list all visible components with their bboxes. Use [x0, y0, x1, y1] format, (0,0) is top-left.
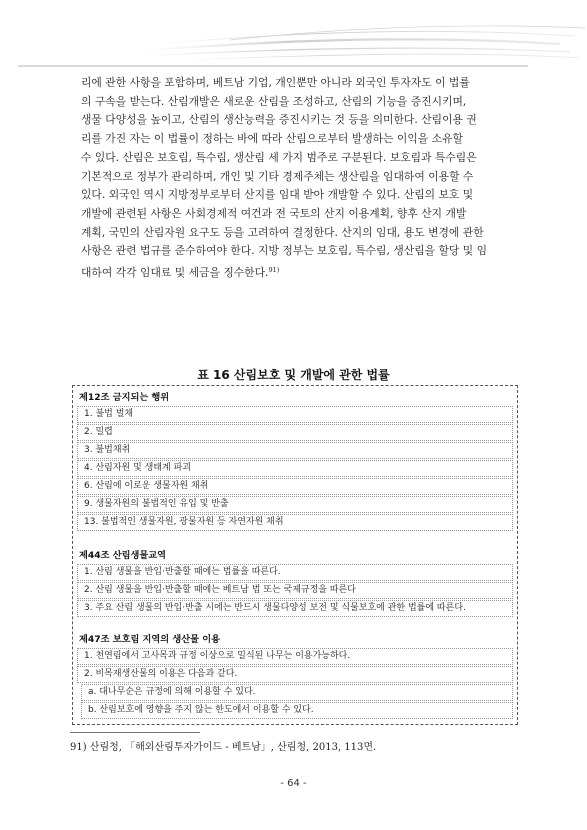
list-item: 2. 밀렵 [77, 424, 513, 441]
list-item: 2. 비목재생산물의 이용은 다음과 같다. [77, 666, 513, 683]
body-line: 사항은 관련 법규를 준수하여야 한다. 지방 정부는 보호림, 특수림, 생산림을 할당 및 임 [81, 244, 488, 258]
section-heading: 제44조 산림생물교역 [79, 550, 166, 561]
list-item: 3. 주요 산림 생물의 반입·반출 시에는 반드시 생물다양성 보전 및 식물보호에 관한 법률에 따른다. [77, 600, 513, 617]
body-paragraph [81, 74, 527, 283]
list-item: 6. 산림에 이로운 생물자원 채취 [77, 478, 513, 495]
list-item: 3. 불법채취 [77, 442, 513, 459]
law-table-box [72, 385, 518, 725]
list-item: 13. 불법적인 생물자원, 광물자원 등 자연자원 채취 [77, 514, 513, 531]
page-header-decoration [0, 0, 587, 68]
list-item: 1. 천연림에서 고사목과 규정 이상으로 밀식된 나무는 이용가능하다. [77, 648, 513, 665]
body-line-text: 대하여 각각 임대료 및 세금을 징수한다. [81, 266, 269, 280]
list-item: 1. 산림 생물을 반입·반출할 때에는 법률을 따른다. [77, 564, 513, 581]
body-line: 리를 가진 자는 이 법률이 정하는 바에 따라 산림으로부터 발생하는 이익을 소유할 [81, 132, 463, 146]
list-item: 1. 불법 벌채 [77, 406, 513, 423]
section-heading: 제12조 금지되는 행위 [79, 392, 170, 403]
body-line: 리에 관한 사항을 포함하며, 베트남 기업, 개인뿐만 아니라 외국인 투자자도 이 법률 [81, 76, 470, 89]
body-line: 계획, 국민의 산림자원 요구도 등을 고려하여 결정한다. 산지의 임대, 용도 변경에 관한 [81, 225, 484, 239]
body-line: 개발에 관련된 사항은 사회경제적 여건과 전 국토의 산지 이용계획, 향후 산지 개발 [81, 206, 467, 220]
list-item: 9. 생물자원의 불법적인 유입 및 반출 [77, 496, 513, 513]
body-line: 생물 다양성을 높이고, 산림의 생산능력을 증진시키는 것 등을 의미한다. 산림이용 권 [81, 113, 477, 127]
section-heading: 제47조 보호림 지역의 생산물 이용 [79, 634, 220, 645]
table-title: 표 16 산림보호 및 개발에 관한 법률 [197, 368, 390, 382]
body-line: 있다. 외국인 역시 지방정부로부터 산지를 임대 받아 개발할 수 있다. 산림의 보호 및 [81, 188, 474, 202]
footnote: 91) 산림청, 「해외산림투자가이드 - 베트남」, 산림청, 2013, 113면. [70, 742, 377, 753]
body-line: 기본적으로 정부가 관리하며, 개인 및 기타 경제주체는 생산림을 임대하여 이용할 수 [81, 169, 474, 183]
list-item: 2. 산림 생물을 반입·반출할 때에는 베트남 법 또는 국제규정을 따른다 [77, 582, 513, 599]
body-line: 의 구속을 받는다. 산림개발은 새로운 산림을 조성하고, 산림의 기능을 증진시키며, [81, 94, 467, 108]
list-item: 4. 산림자원 및 생태계 파괴 [77, 460, 513, 477]
page-number: - 64 - [280, 778, 307, 789]
list-sub-item: b. 산림보호에 영향을 주지 않는 한도에서 이용할 수 있다. [81, 702, 513, 719]
footnote-divider [70, 732, 200, 733]
list-sub-item: a. 대나무순은 규정에 의해 이용할 수 있다. [81, 684, 513, 701]
footnote-reference[interactable]: 91) [268, 266, 280, 275]
body-line: 수 있다. 산림은 보호림, 특수림, 생산림 세 가지 범주로 구분된다. 보호림과 특수림은 [81, 150, 477, 164]
body-line-last [81, 261, 527, 283]
